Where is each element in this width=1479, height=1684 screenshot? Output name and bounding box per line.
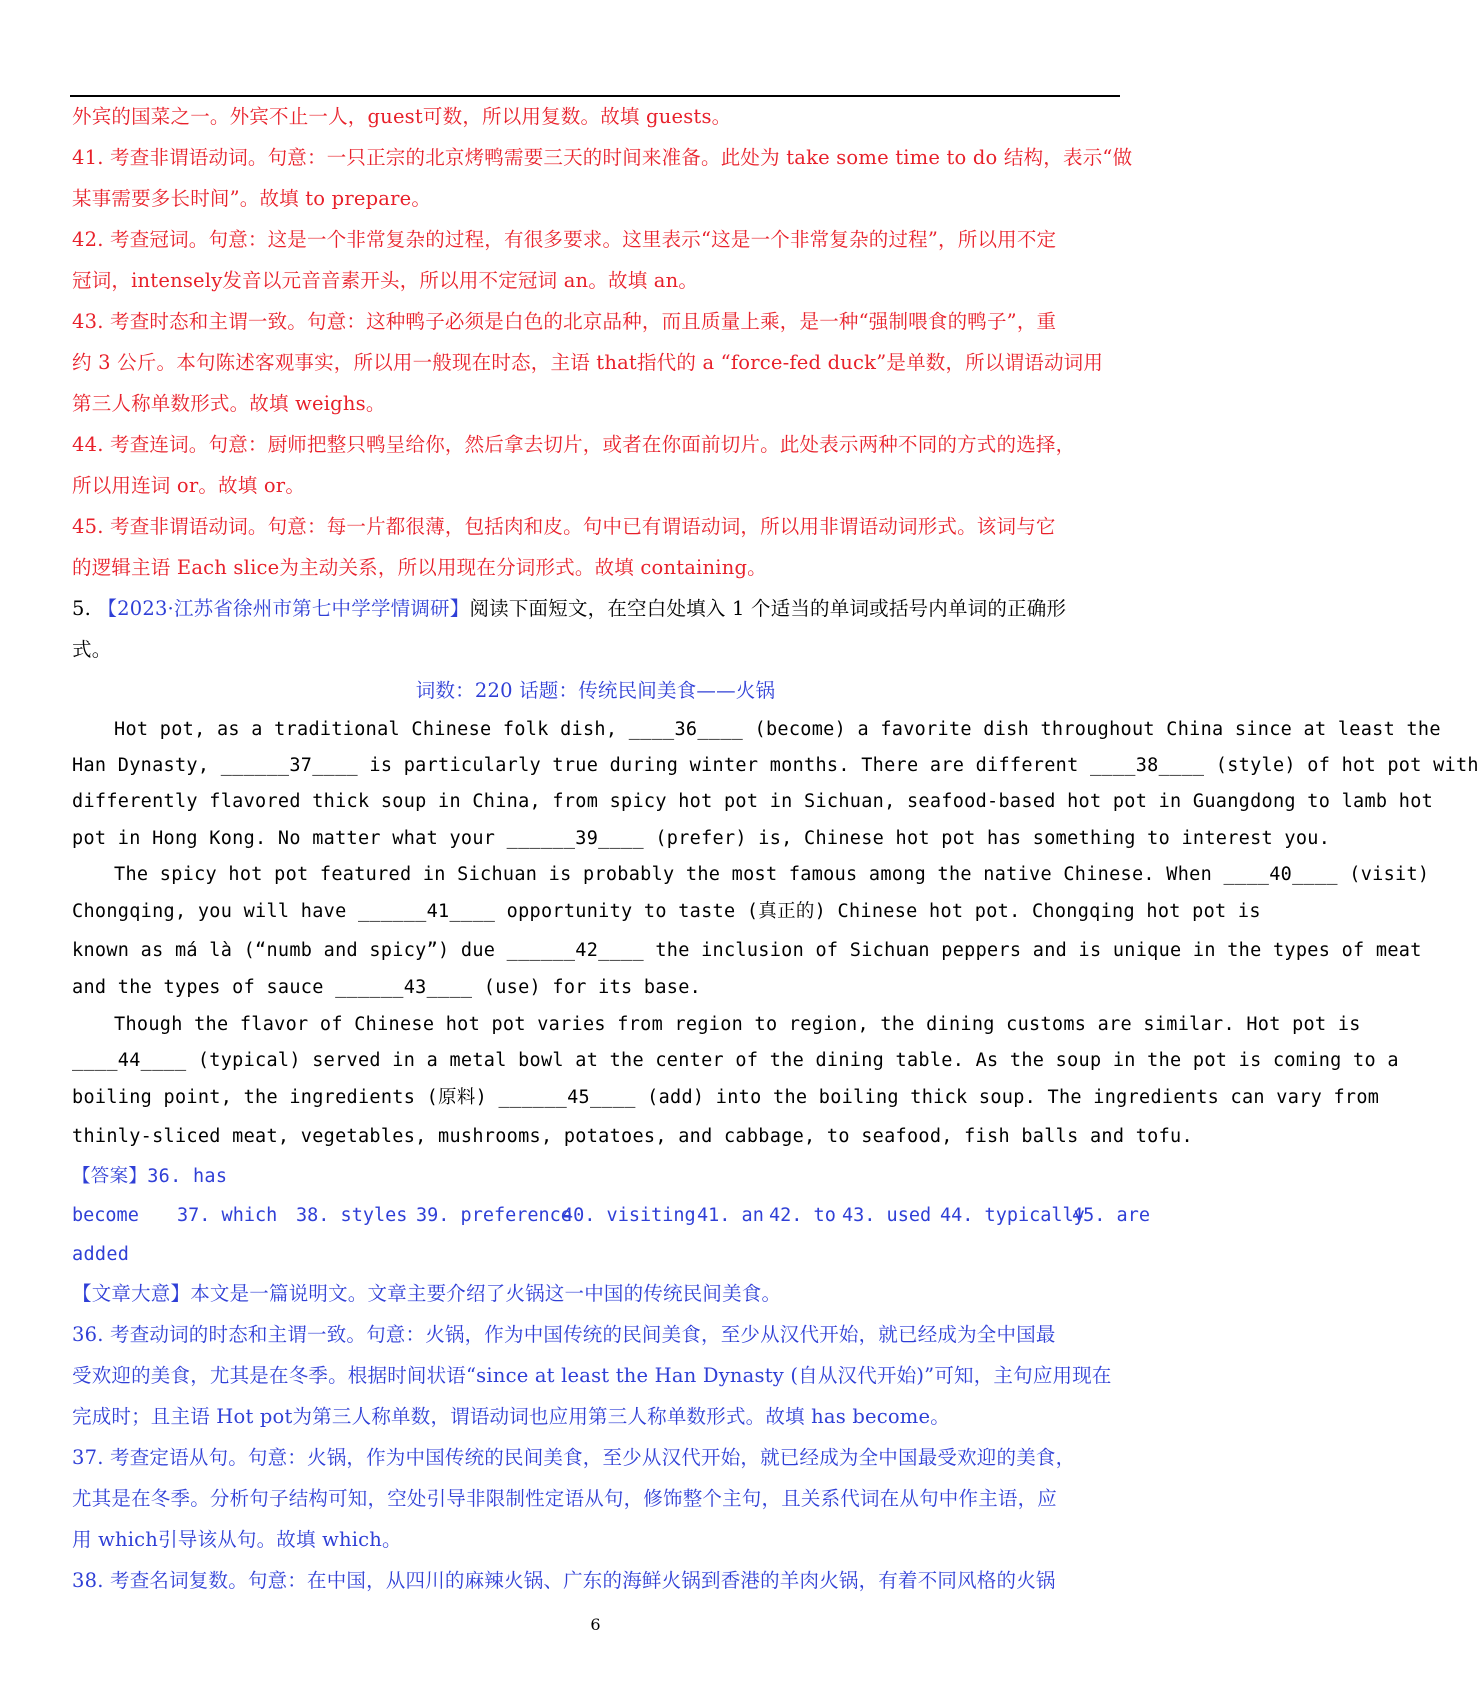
passage-line: Hot pot, as a traditional Chinese folk dish, ____36____ (become) a favorite dish throughout China since at least the (114, 719, 1441, 740)
explanation-38: 38. 考查名词复数。句意：在中国，从四川的麻辣火锅、广东的海鲜火锅到香港的羊肉火锅，有着不同风格的火锅 (72, 1569, 1056, 1592)
summary-text: 【文章大意】本文是一篇说明文。文章主要介绍了火锅这一中国的传统民间美食。 (72, 1282, 782, 1305)
header-rule (70, 95, 1120, 97)
explanation-line: 完成时；且主语 Hot pot为第三人称单数，谓语动词也应用第三人称单数形式。故填 has become。 (72, 1405, 950, 1428)
summary (72, 1280, 1122, 1308)
answer-item: 37. which (177, 1205, 278, 1226)
passage-line: ____44____ (typical) served in a metal bowl at the center of the dining table. As the soup in the pot is coming to a (72, 1050, 1399, 1071)
answer-item: 40. visiting (562, 1205, 696, 1226)
question-number: 5. (72, 597, 92, 620)
explanation-line: 外宾的国菜之一。外宾不止一人，guest可数，所以用复数。故填 guests。 (72, 105, 732, 128)
answer-label: 【答案】 (72, 1166, 148, 1187)
answer-item: become (72, 1205, 139, 1226)
answer-item: 41. an (697, 1205, 764, 1226)
passage-line: Chongqing, you will have ______41____ opportunity to taste (真正的) Chinese hot pot. Chongqing hot pot is (72, 901, 1261, 922)
answer-item: 38. styles (296, 1205, 408, 1226)
explanation-line: 受欢迎的美食，尤其是在冬季。根据时间状语“since at least the Han Dynasty (自从汉代开始)”可知，主句应用现在 (72, 1364, 1112, 1387)
explanation-37: 37. 考查定语从句。句意：火锅，作为中国传统的民间美食，至少从汉代开始，就已经成为全中国最受欢迎的美食， (72, 1446, 1076, 1469)
explanation-line: 第三人称单数形式。故填 weighs。 (72, 392, 386, 415)
page-number: 6 (590, 1615, 601, 1634)
passage-line: thinly-sliced meat, vegetables, mushrooms, potatoes, and cabbage, to seafood, fish balls and tofu. (72, 1126, 1193, 1147)
question-source: 【2023·江苏省徐州市第七中学学情调研】 (97, 597, 470, 620)
passage-line: differently flavored thick soup in China, from spicy hot pot in Sichuan, seafood-based hot pot in Guangdong to lamb hot (72, 791, 1434, 812)
explanation-line: 某事需要多长时间”。故填 to prepare。 (72, 187, 432, 210)
explanation-line: 用 which引导该从句。故填 which。 (72, 1528, 402, 1551)
explanation-line: 约 3 公斤。本句陈述客观事实，所以用一般现在时态，主语 that指代的 a “force-fed duck”是单数，所以谓语动词用 (72, 351, 1104, 374)
answer-item: added (72, 1244, 130, 1265)
answer-item: 43. used (842, 1205, 932, 1226)
explanation-44: 44. 考查连词。句意：厨师把整只鸭呈给你，然后拿去切片，或者在你面前切片。此处表示两种不同的方式的选择， (72, 433, 1076, 456)
answer-heading (72, 1163, 1191, 1191)
answer-36: 36. has (147, 1166, 228, 1187)
explanation-line: 冠词，intensely发音以元音音素开头，所以用不定冠词 an。故填 an。 (72, 269, 699, 292)
passage-line: known as má là (“numb and spicy”) due ______42____ the inclusion of Sichuan peppers and is unique in the types of meat (72, 940, 1422, 961)
passage-line: and the types of sauce ______43____ (use) for its base. (72, 977, 702, 998)
question-instruction-cont: 式。 (72, 638, 112, 661)
passage-line: Han Dynasty, ______37____ is particularly true during winter months. There are different ____38____ (style) of hot pot with (72, 755, 1479, 776)
passage-line: The spicy hot pot featured in Sichuan is probably the most famous among the native Chinese. When ____40____ (visit) (114, 864, 1430, 885)
explanation-line: 尤其是在冬季。分析句子结构可知，空处引导非限制性定语从句，修饰整个主句，且关系代词在从句中作主语，应 (72, 1487, 1058, 1510)
explanation-line: 所以用连词 or。故填 or。 (72, 474, 306, 497)
passage-line: boiling point, the ingredients (原料) ______45____ (add) into the boiling thick soup. The ingredients can vary from (72, 1087, 1380, 1108)
explanation-43: 43. 考查时态和主谓一致。句意：这种鸭子必须是白色的北京品种，而且质量上乘，是一种“强制喂食的鸭子”，重 (72, 310, 1057, 333)
answer-item: 44. typically (940, 1205, 1085, 1226)
explanation-42: 42. 考查冠词。句意：这是一个非常复杂的过程，有很多要求。这里表示“这是一个非常复杂的过程”，所以用不定 (72, 228, 1057, 251)
passage-line: pot in Hong Kong. No matter what your ______39____ (prefer) is, Chinese hot pot has something to interest you. (72, 828, 1331, 849)
passage-line: Though the flavor of Chinese hot pot varies from region to region, the dining customs are similar. Hot pot is (114, 1014, 1361, 1035)
answer-item: 39. preference (416, 1205, 572, 1226)
word-count-topic: 词数：220 话题：传统民间美食——火锅 (415, 679, 776, 702)
explanation-line: 的逻辑主语 Each slice为主动关系，所以用现在分词形式。故填 containing。 (72, 556, 767, 579)
explanation-45: 45. 考查非谓语动词。句意：每一片都很薄，包括肉和皮。句中已有谓语动词，所以用非谓语动词形式。该词与它 (72, 515, 1056, 538)
explanation-36: 36. 考查动词的时态和主谓一致。句意：火锅，作为中国传统的民间美食，至少从汉代开始，就已经成为全中国最 (72, 1323, 1056, 1346)
answer-item: 42. to (769, 1205, 836, 1226)
answer-item: 45. are (1072, 1205, 1150, 1226)
question-instruction: 阅读下面短文，在空白处填入 1 个适当的单词或括号内单词的正确形 (469, 597, 1067, 620)
explanation-41: 41. 考查非谓语动词。句意：一只正宗的北京烤鸭需要三天的时间来准备。此处为 take some time to do 结构，表示“做 (72, 146, 1133, 169)
question-5-heading (72, 595, 1122, 623)
